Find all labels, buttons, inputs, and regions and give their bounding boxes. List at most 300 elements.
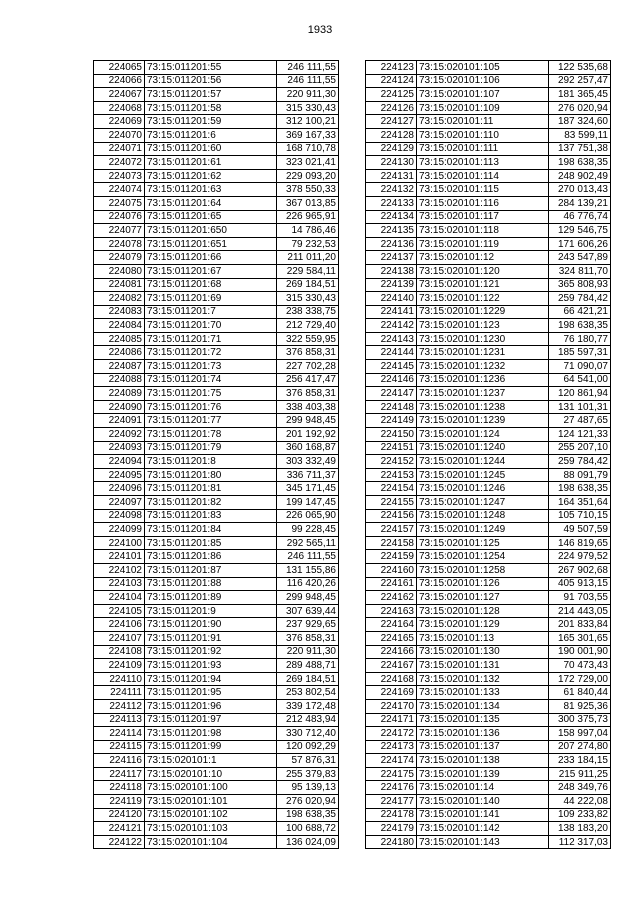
row-number: 224180 <box>366 835 417 849</box>
table-row <box>366 373 611 387</box>
table-row <box>94 428 339 442</box>
cadastral-value: 224 979,52 <box>549 550 611 564</box>
cadastral-value: 136 024,09 <box>277 835 339 849</box>
row-number: 224087 <box>94 360 145 374</box>
table-row <box>366 727 611 741</box>
cadastral-value: 259 784,42 <box>549 455 611 469</box>
cadastral-value: 246 111,55 <box>277 74 339 88</box>
row-number: 224121 <box>94 822 145 836</box>
cadastral-value: 120 092,29 <box>277 740 339 754</box>
table-row <box>94 767 339 781</box>
cadastral-value: 338 403,38 <box>277 400 339 414</box>
row-number: 224147 <box>366 387 417 401</box>
cadastral-value: 122 535,68 <box>549 61 611 75</box>
table-row <box>94 713 339 727</box>
cadastral-value: 187 324,60 <box>549 115 611 129</box>
cadastral-number: 73:15:020101:121 <box>417 278 549 292</box>
row-number: 224165 <box>366 631 417 645</box>
table-row <box>366 455 611 469</box>
row-number: 224085 <box>94 332 145 346</box>
table-row <box>94 183 339 197</box>
table-row <box>94 441 339 455</box>
cadastral-value: 269 184,51 <box>277 672 339 686</box>
cadastral-number: 73:15:011201:62 <box>145 169 277 183</box>
cadastral-value: 95 139,13 <box>277 781 339 795</box>
cadastral-number: 73:15:020101:136 <box>417 727 549 741</box>
table-row <box>94 332 339 346</box>
cadastral-number: 73:15:011201:59 <box>145 115 277 129</box>
cadastral-number: 73:15:011201:65 <box>145 210 277 224</box>
row-number: 224081 <box>94 278 145 292</box>
row-number: 224150 <box>366 428 417 442</box>
cadastral-number: 73:15:020101:107 <box>417 88 549 102</box>
cadastral-value: 49 507,59 <box>549 523 611 537</box>
row-number: 224094 <box>94 455 145 469</box>
cadastral-number: 73:15:011201:87 <box>145 563 277 577</box>
cadastral-value: 307 639,44 <box>277 604 339 618</box>
table-row <box>366 414 611 428</box>
cadastral-value: 138 183,20 <box>549 822 611 836</box>
cadastral-number: 73:15:020101:1231 <box>417 346 549 360</box>
row-number: 224152 <box>366 455 417 469</box>
cadastral-number: 73:15:020101:134 <box>417 699 549 713</box>
cadastral-value: 339 172,48 <box>277 699 339 713</box>
cadastral-value: 129 546,75 <box>549 224 611 238</box>
cadastral-number: 73:15:020101:1238 <box>417 400 549 414</box>
table-row <box>366 577 611 591</box>
table-row <box>366 808 611 822</box>
table-row <box>366 822 611 836</box>
table-row <box>366 156 611 170</box>
cadastral-number: 73:15:020101:13 <box>417 631 549 645</box>
table-row <box>366 278 611 292</box>
cadastral-number: 73:15:020101:116 <box>417 196 549 210</box>
table-row <box>94 523 339 537</box>
cadastral-value: 324 811,70 <box>549 264 611 278</box>
row-number: 224075 <box>94 196 145 210</box>
row-number: 224126 <box>366 101 417 115</box>
table-row <box>366 563 611 577</box>
table-row <box>94 455 339 469</box>
row-number: 224071 <box>94 142 145 156</box>
cadastral-value: 79 232,53 <box>277 237 339 251</box>
cadastral-value: 369 167,33 <box>277 128 339 142</box>
cadastral-value: 248 349,76 <box>549 781 611 795</box>
row-number: 224130 <box>366 156 417 170</box>
cadastral-number: 73:15:011201:61 <box>145 156 277 170</box>
cadastral-value: 299 948,45 <box>277 414 339 428</box>
row-number: 224179 <box>366 822 417 836</box>
cadastral-value: 229 093,20 <box>277 169 339 183</box>
table-row <box>94 645 339 659</box>
table-row <box>94 482 339 496</box>
row-number: 224112 <box>94 699 145 713</box>
cadastral-value: 214 443,05 <box>549 604 611 618</box>
cadastral-number: 73:15:011201:6 <box>145 128 277 142</box>
cadastral-value: 168 710,78 <box>277 142 339 156</box>
row-number: 224124 <box>366 74 417 88</box>
cadastral-number: 73:15:020101:10 <box>145 767 277 781</box>
row-number: 224080 <box>94 264 145 278</box>
row-number: 224129 <box>366 142 417 156</box>
row-number: 224091 <box>94 414 145 428</box>
cadastral-number: 73:15:020101:11 <box>417 115 549 129</box>
table-row <box>94 61 339 75</box>
table-row <box>94 618 339 632</box>
cadastral-number: 73:15:020101:138 <box>417 754 549 768</box>
cadastral-number: 73:15:011201:83 <box>145 509 277 523</box>
cadastral-value: 322 559,95 <box>277 332 339 346</box>
cadastral-value: 112 317,03 <box>549 835 611 849</box>
row-number: 224065 <box>94 61 145 75</box>
row-number: 224161 <box>366 577 417 591</box>
cadastral-value: 246 111,55 <box>277 550 339 564</box>
table-row <box>366 387 611 401</box>
cadastral-value: 198 638,35 <box>549 319 611 333</box>
table-row <box>366 659 611 673</box>
cadastral-value: 376 858,31 <box>277 346 339 360</box>
row-number: 224139 <box>366 278 417 292</box>
cadastral-number: 73:15:011201:76 <box>145 400 277 414</box>
cadastral-value: 226 065,90 <box>277 509 339 523</box>
cadastral-value: 276 020,94 <box>549 101 611 115</box>
cadastral-number: 73:15:020101:133 <box>417 686 549 700</box>
cadastral-number: 73:15:020101:128 <box>417 604 549 618</box>
table-row <box>94 686 339 700</box>
cadastral-number: 73:15:020101:127 <box>417 591 549 605</box>
row-number: 224176 <box>366 781 417 795</box>
table-row <box>94 251 339 265</box>
cadastral-number: 73:15:020101:109 <box>417 101 549 115</box>
table-row <box>94 237 339 251</box>
cadastral-value: 256 417,47 <box>277 373 339 387</box>
table-row <box>366 482 611 496</box>
table-row <box>94 346 339 360</box>
cadastral-value: 215 911,25 <box>549 767 611 781</box>
cadastral-number: 73:15:020101:131 <box>417 659 549 673</box>
cadastral-number: 73:15:020101:124 <box>417 428 549 442</box>
cadastral-value: 253 802,54 <box>277 686 339 700</box>
cadastral-value: 131 101,31 <box>549 400 611 414</box>
cadastral-value: 303 332,49 <box>277 455 339 469</box>
cadastral-value: 71 090,07 <box>549 360 611 374</box>
cadastral-number: 73:15:020101:1 <box>145 754 277 768</box>
row-number: 224113 <box>94 713 145 727</box>
table-row <box>366 101 611 115</box>
row-number: 224132 <box>366 183 417 197</box>
cadastral-value: 212 729,40 <box>277 319 339 333</box>
table-row <box>366 196 611 210</box>
cadastral-number: 73:15:011201:74 <box>145 373 277 387</box>
row-number: 224131 <box>366 169 417 183</box>
table-row <box>366 591 611 605</box>
cadastral-value: 367 013,85 <box>277 196 339 210</box>
cadastral-value: 220 911,30 <box>277 645 339 659</box>
cadastral-value: 201 192,92 <box>277 428 339 442</box>
table-row <box>94 509 339 523</box>
table-row <box>94 577 339 591</box>
table-row <box>366 496 611 510</box>
table-row <box>94 727 339 741</box>
row-number: 224099 <box>94 523 145 537</box>
cadastral-number: 73:15:011201:84 <box>145 523 277 537</box>
row-number: 224101 <box>94 550 145 564</box>
cadastral-value: 81 925,36 <box>549 699 611 713</box>
cadastral-number: 73:15:020101:1240 <box>417 441 549 455</box>
table-row <box>94 142 339 156</box>
cadastral-number: 73:15:020101:1258 <box>417 563 549 577</box>
cadastral-value: 405 913,15 <box>549 577 611 591</box>
row-number: 224078 <box>94 237 145 251</box>
cadastral-number: 73:15:011201:88 <box>145 577 277 591</box>
cadastral-value: 376 858,31 <box>277 387 339 401</box>
table-row <box>366 672 611 686</box>
row-number: 224145 <box>366 360 417 374</box>
row-number: 224142 <box>366 319 417 333</box>
table-row <box>94 264 339 278</box>
cadastral-number: 73:15:011201:89 <box>145 591 277 605</box>
table-row <box>94 795 339 809</box>
cadastral-value: 238 338,75 <box>277 305 339 319</box>
row-number: 224072 <box>94 156 145 170</box>
cadastral-value: 292 257,47 <box>549 74 611 88</box>
table-row <box>366 767 611 781</box>
table-row <box>94 822 339 836</box>
cadastral-value: 237 929,65 <box>277 618 339 632</box>
table-row <box>94 672 339 686</box>
cadastral-number: 73:15:020101:130 <box>417 645 549 659</box>
table-row <box>366 400 611 414</box>
row-number: 224123 <box>366 61 417 75</box>
table-row <box>94 373 339 387</box>
cadastral-number: 73:15:020101:119 <box>417 237 549 251</box>
cadastral-number: 73:15:020101:1230 <box>417 332 549 346</box>
cadastral-number: 73:15:020101:140 <box>417 795 549 809</box>
table-row <box>366 604 611 618</box>
cadastral-value: 365 808,93 <box>549 278 611 292</box>
table-row <box>94 604 339 618</box>
cadastral-number: 73:15:020101:104 <box>145 835 277 849</box>
cadastral-number: 73:15:020101:142 <box>417 822 549 836</box>
table-row <box>366 88 611 102</box>
cadastral-value: 70 473,43 <box>549 659 611 673</box>
cadastral-number: 73:15:020101:1248 <box>417 509 549 523</box>
cadastral-value: 171 606,26 <box>549 237 611 251</box>
row-number: 224167 <box>366 659 417 673</box>
cadastral-number: 73:15:011201:57 <box>145 88 277 102</box>
cadastral-value: 246 111,55 <box>277 61 339 75</box>
cadastral-value: 27 487,65 <box>549 414 611 428</box>
table-row <box>366 618 611 632</box>
cadastral-value: 120 861,94 <box>549 387 611 401</box>
row-number: 224106 <box>94 618 145 632</box>
row-number: 224066 <box>94 74 145 88</box>
cadastral-value: 259 784,42 <box>549 292 611 306</box>
cadastral-number: 73:15:020101:126 <box>417 577 549 591</box>
table-row <box>366 795 611 809</box>
cadastral-number: 73:15:020101:117 <box>417 210 549 224</box>
table-row <box>366 237 611 251</box>
cadastral-value: 292 565,11 <box>277 536 339 550</box>
row-number: 224098 <box>94 509 145 523</box>
table-row <box>366 128 611 142</box>
table-row <box>94 563 339 577</box>
cadastral-value: 211 011,20 <box>277 251 339 265</box>
cadastral-value: 227 702,28 <box>277 360 339 374</box>
row-number: 224138 <box>366 264 417 278</box>
cadastral-number: 73:15:011201:58 <box>145 101 277 115</box>
table-row <box>94 74 339 88</box>
cadastral-number: 73:15:011201:95 <box>145 686 277 700</box>
row-number: 224108 <box>94 645 145 659</box>
row-number: 224140 <box>366 292 417 306</box>
cadastral-number: 73:15:020101:132 <box>417 672 549 686</box>
cadastral-value: 181 365,45 <box>549 88 611 102</box>
row-number: 224074 <box>94 183 145 197</box>
row-number: 224160 <box>366 563 417 577</box>
cadastral-number: 73:15:020101:1237 <box>417 387 549 401</box>
cadastral-value: 100 688,72 <box>277 822 339 836</box>
cadastral-number: 73:15:020101:12 <box>417 251 549 265</box>
row-number: 224084 <box>94 319 145 333</box>
cadastral-number: 73:15:011201:650 <box>145 224 277 238</box>
table-row <box>94 360 339 374</box>
cadastral-number: 73:15:020101:118 <box>417 224 549 238</box>
cadastral-number: 73:15:020101:100 <box>145 781 277 795</box>
cadastral-value: 243 547,89 <box>549 251 611 265</box>
row-number: 224156 <box>366 509 417 523</box>
cadastral-number: 73:15:011201:93 <box>145 659 277 673</box>
table-row <box>94 156 339 170</box>
cadastral-value: 105 710,15 <box>549 509 611 523</box>
table-row <box>366 754 611 768</box>
row-number: 224110 <box>94 672 145 686</box>
cadastral-value: 201 833,84 <box>549 618 611 632</box>
cadastral-value: 336 711,37 <box>277 468 339 482</box>
table-row <box>94 740 339 754</box>
row-number: 224111 <box>94 686 145 700</box>
table-row <box>94 196 339 210</box>
cadastral-value: 109 233,82 <box>549 808 611 822</box>
row-number: 224177 <box>366 795 417 809</box>
table-row <box>366 142 611 156</box>
table-row <box>94 835 339 849</box>
row-number: 224155 <box>366 496 417 510</box>
table-row <box>94 536 339 550</box>
cadastral-number: 73:15:011201:79 <box>145 441 277 455</box>
cadastral-value: 91 703,55 <box>549 591 611 605</box>
row-number: 224097 <box>94 496 145 510</box>
row-number: 224164 <box>366 618 417 632</box>
cadastral-number: 73:15:020101:1244 <box>417 455 549 469</box>
row-number: 224089 <box>94 387 145 401</box>
table-row <box>94 659 339 673</box>
cadastral-value: 226 965,91 <box>277 210 339 224</box>
row-number: 224120 <box>94 808 145 822</box>
cadastral-value: 124 121,33 <box>549 428 611 442</box>
table-row <box>366 360 611 374</box>
table-row <box>366 781 611 795</box>
cadastral-number: 73:15:020101:139 <box>417 767 549 781</box>
cadastral-value: 255 379,83 <box>277 767 339 781</box>
row-number: 224171 <box>366 713 417 727</box>
table-row <box>94 305 339 319</box>
cadastral-number: 73:15:020101:129 <box>417 618 549 632</box>
row-number: 224163 <box>366 604 417 618</box>
cadastral-value: 378 550,33 <box>277 183 339 197</box>
table-row <box>366 441 611 455</box>
cadastral-number: 73:15:020101:1254 <box>417 550 549 564</box>
cadastral-number: 73:15:020101:1247 <box>417 496 549 510</box>
row-number: 224175 <box>366 767 417 781</box>
cadastral-value: 270 013,43 <box>549 183 611 197</box>
cadastral-value: 83 599,11 <box>549 128 611 142</box>
cadastral-value: 116 420,26 <box>277 577 339 591</box>
cadastral-number: 73:15:011201:97 <box>145 713 277 727</box>
cadastral-number: 73:15:011201:67 <box>145 264 277 278</box>
cadastral-value: 315 330,43 <box>277 101 339 115</box>
table-row <box>366 183 611 197</box>
table-row <box>366 332 611 346</box>
cadastral-number: 73:15:020101:1236 <box>417 373 549 387</box>
cadastral-value: 284 139,21 <box>549 196 611 210</box>
table-row <box>94 550 339 564</box>
cadastral-number: 73:15:011201:82 <box>145 496 277 510</box>
row-number: 224073 <box>94 169 145 183</box>
table-row <box>94 224 339 238</box>
table-row <box>366 468 611 482</box>
cadastral-number: 73:15:020101:113 <box>417 156 549 170</box>
cadastral-number: 73:15:011201:651 <box>145 237 277 251</box>
table-row <box>94 292 339 306</box>
cadastral-number: 73:15:011201:69 <box>145 292 277 306</box>
cadastral-value: 276 020,94 <box>277 795 339 809</box>
cadastral-value: 269 184,51 <box>277 278 339 292</box>
table-row <box>94 699 339 713</box>
cadastral-number: 73:15:020101:106 <box>417 74 549 88</box>
row-number: 224069 <box>94 115 145 129</box>
row-number: 224133 <box>366 196 417 210</box>
table-row <box>366 210 611 224</box>
cadastral-value: 185 597,31 <box>549 346 611 360</box>
cadastral-number: 73:15:011201:55 <box>145 61 277 75</box>
row-number: 224118 <box>94 781 145 795</box>
table-row <box>366 264 611 278</box>
row-number: 224086 <box>94 346 145 360</box>
cadastral-value: 57 876,31 <box>277 754 339 768</box>
table-row <box>366 523 611 537</box>
row-number: 224154 <box>366 482 417 496</box>
cadastral-value: 289 488,71 <box>277 659 339 673</box>
row-number: 224134 <box>366 210 417 224</box>
row-number: 224172 <box>366 727 417 741</box>
table-row <box>366 686 611 700</box>
row-number: 224083 <box>94 305 145 319</box>
row-number: 224157 <box>366 523 417 537</box>
cadastral-value: 76 180,77 <box>549 332 611 346</box>
cadastral-value: 198 638,35 <box>549 156 611 170</box>
row-number: 224077 <box>94 224 145 238</box>
cadastral-value: 64 541,00 <box>549 373 611 387</box>
cadastral-value: 146 819,65 <box>549 536 611 550</box>
cadastral-number: 73:15:020101:1245 <box>417 468 549 482</box>
cadastral-value: 172 729,00 <box>549 672 611 686</box>
row-number: 224068 <box>94 101 145 115</box>
cadastral-value: 199 147,45 <box>277 496 339 510</box>
row-number: 224079 <box>94 251 145 265</box>
cadastral-number: 73:15:011201:75 <box>145 387 277 401</box>
cadastral-number: 73:15:011201:81 <box>145 482 277 496</box>
